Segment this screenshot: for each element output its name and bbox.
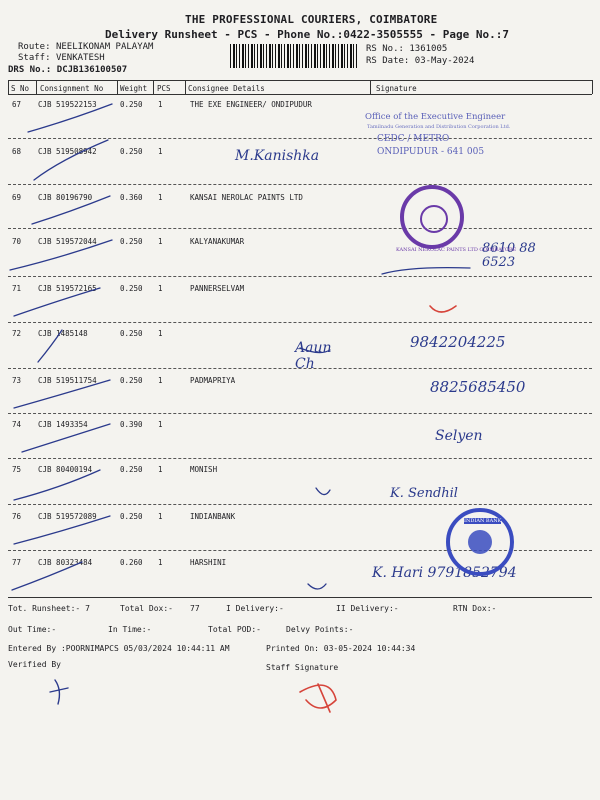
footer-tot-runsheet: Tot. Runsheet:- 7 bbox=[8, 604, 90, 613]
row-consignment: CJB 80323484 bbox=[38, 558, 93, 567]
footer-verified-by: Verified By bbox=[8, 660, 61, 669]
row-pcs: 1 bbox=[158, 465, 163, 474]
row-consignment: CJB 519572044 bbox=[38, 237, 97, 246]
tick-stroke bbox=[308, 584, 326, 589]
row-consignment: CJB 519572165 bbox=[38, 284, 97, 293]
company-title: THE PROFESSIONAL COURIERS, COIMBATORE bbox=[185, 13, 438, 26]
kansai-stamp bbox=[396, 185, 517, 253]
verified-signature-mark bbox=[50, 680, 68, 704]
row-pcs: 1 bbox=[158, 512, 163, 521]
runsheet-subtitle: Delivery Runsheet - PCS - Phone No.:0422-3505555 - Page No.:7 bbox=[105, 28, 509, 41]
row-weight: 0.250 bbox=[120, 284, 143, 293]
row-consignee: PANNERSELVAM bbox=[190, 284, 245, 293]
footer-i-delivery: I Delivery:- bbox=[226, 604, 284, 613]
row-consignment: CJB 1493354 bbox=[38, 420, 88, 429]
tick-stroke bbox=[316, 488, 330, 495]
row-consignment: CJB 519572089 bbox=[38, 512, 97, 521]
footer-rtn-dox: RTN Dox:- bbox=[453, 604, 497, 613]
row-consignment: CJB 80196790 bbox=[38, 193, 93, 202]
row-weight: 0.250 bbox=[120, 465, 143, 474]
tick-stroke bbox=[28, 104, 112, 132]
footer-staff-signature: Staff Signature bbox=[266, 663, 339, 672]
footer-out-time: Out Time:- bbox=[8, 625, 57, 634]
signature-row77: K. Hari 9791852794 bbox=[372, 565, 517, 581]
row-pcs: 1 bbox=[158, 329, 163, 338]
row-consignee: THE EXE ENGINEER/ ONDIPUDUR bbox=[190, 100, 312, 109]
row-pcs: 1 bbox=[158, 376, 163, 385]
row-sno: 69 bbox=[12, 193, 22, 202]
tick-stroke bbox=[22, 424, 110, 452]
signature-row72-phone: 9842204225 bbox=[410, 333, 506, 351]
row-sno: 76 bbox=[12, 512, 22, 521]
tick-stroke bbox=[14, 470, 100, 500]
row-weight: 0.250 bbox=[120, 329, 143, 338]
staff-value: VENKATESH bbox=[55, 53, 105, 63]
stamp-office-line4: ONDIPUDUR - 641 005 bbox=[377, 147, 485, 157]
row-sno: 68 bbox=[12, 147, 22, 156]
rs-date-value: 03-May-2024 bbox=[414, 56, 475, 66]
row-weight: 0.260 bbox=[120, 558, 143, 567]
bank-stamp-text: INDIAN BANK bbox=[464, 518, 502, 524]
row-pcs: 1 bbox=[158, 284, 163, 293]
row-consignee: HARSHINI bbox=[190, 558, 227, 567]
row-pcs: 1 bbox=[158, 193, 163, 202]
row-pcs: 1 bbox=[158, 420, 163, 429]
row-consignment: CJB 1485148 bbox=[38, 329, 88, 338]
tick-stroke bbox=[34, 140, 108, 180]
footer-in-time: In Time:- bbox=[108, 625, 152, 634]
row-pcs: 1 bbox=[158, 147, 163, 156]
route-value: NEELIKONAM PALAYAM bbox=[55, 42, 154, 52]
kansai-stamp-logo bbox=[420, 205, 448, 233]
signature-row72-name: Aaun Ch bbox=[295, 340, 332, 372]
row-weight: 0.250 bbox=[120, 512, 143, 521]
row-pcs: 1 bbox=[158, 237, 163, 246]
tick-stroke bbox=[14, 288, 100, 316]
bank-stamp-logo bbox=[468, 530, 492, 554]
tick-stroke bbox=[38, 330, 62, 362]
col-header-consignment: Consignment No bbox=[40, 84, 104, 93]
row-sno: 77 bbox=[12, 558, 22, 567]
signature-row75: K. Sendhil bbox=[390, 486, 458, 501]
footer-total-pod: Total POD:- bbox=[208, 625, 261, 634]
red-tick bbox=[430, 306, 456, 312]
row-weight: 0.360 bbox=[120, 193, 143, 202]
col-header-signature: Signature bbox=[376, 84, 417, 93]
row-consignment: CJB 80400194 bbox=[38, 465, 93, 474]
tick-stroke bbox=[12, 562, 82, 590]
row-consignee: INDIANBANK bbox=[190, 512, 236, 521]
row-weight: 0.250 bbox=[120, 147, 143, 156]
rs-date-label: RS Date: bbox=[366, 56, 410, 66]
row-sno: 74 bbox=[12, 420, 22, 429]
drs-label: DRS No.: bbox=[8, 65, 52, 75]
footer-total-dox-label: Total Dox:- bbox=[120, 604, 173, 613]
signature-row74: Selyen bbox=[435, 428, 483, 444]
row-sno: 67 bbox=[12, 100, 22, 109]
stamp-office-line2: Tamilnadu Generation and Distribution Corporation Ltd. bbox=[367, 124, 511, 130]
col-header-sno: S No bbox=[11, 84, 30, 93]
tick-stroke bbox=[14, 380, 110, 408]
row-consignee: PADMAPRIYA bbox=[190, 376, 236, 385]
row-consignment: CJB 519508942 bbox=[38, 147, 97, 156]
row-sno: 71 bbox=[12, 284, 22, 293]
staff-signature-mark bbox=[300, 684, 336, 712]
row-sno: 72 bbox=[12, 329, 22, 338]
tick-stroke bbox=[32, 196, 110, 224]
row-sno: 73 bbox=[12, 376, 22, 385]
row-sno: 75 bbox=[12, 465, 22, 474]
row-weight: 0.250 bbox=[120, 237, 143, 246]
kansai-stamp-text: KANSAI NEROLAC PAINTS LTD COIMBATORE bbox=[396, 247, 517, 253]
footer-ii-delivery: II Delivery:- bbox=[336, 604, 399, 613]
signature-row70: 8610 88 6523 bbox=[482, 241, 536, 270]
rs-no-value: 1361005 bbox=[409, 44, 448, 54]
row-weight: 0.390 bbox=[120, 420, 143, 429]
col-header-consignee: Consignee Details bbox=[188, 84, 265, 93]
route-label: Route: bbox=[18, 42, 51, 52]
row-consignment: CJB 519511754 bbox=[38, 376, 97, 385]
row-consignment: CJB 519522153 bbox=[38, 100, 97, 109]
row-consignee: KALYANAKUMAR bbox=[190, 237, 245, 246]
stamp-office-line1: Office of the Executive Engineer bbox=[365, 112, 506, 122]
col-header-pcs: PCS bbox=[157, 84, 171, 93]
tick-stroke bbox=[14, 516, 110, 544]
row-pcs: 1 bbox=[158, 100, 163, 109]
tick-stroke bbox=[10, 240, 112, 270]
row-pcs: 1 bbox=[158, 558, 163, 567]
footer-total-dox-value: 77 bbox=[190, 604, 200, 613]
drs-value: DCJB136100507 bbox=[56, 65, 128, 75]
signature-row68: M.Kanishka bbox=[235, 148, 320, 164]
tick-stroke bbox=[382, 268, 470, 274]
footer-printed-on: Printed On: 03-05-2024 10:44:34 bbox=[266, 644, 416, 653]
row-weight: 0.250 bbox=[120, 376, 143, 385]
row-consignee: KANSAI NEROLAC PAINTS LTD bbox=[190, 193, 303, 202]
row-weight: 0.250 bbox=[120, 100, 143, 109]
footer-entered-by: Entered By :POORNIMAPCS 05/03/2024 10:44:11 AM bbox=[8, 644, 230, 653]
staff-label: Staff: bbox=[18, 53, 51, 63]
col-header-weight: Weight bbox=[120, 84, 148, 93]
bank-stamp bbox=[446, 508, 514, 576]
signature-row73: 8825685450 bbox=[430, 378, 526, 396]
row-consignee: MONISH bbox=[190, 465, 218, 474]
row-sno: 70 bbox=[12, 237, 22, 246]
rs-no-label: RS No.: bbox=[366, 44, 404, 54]
stamp-office-line3: CEDC / METRO bbox=[377, 134, 450, 144]
footer-delvy-points: Delvy Points:- bbox=[286, 625, 354, 634]
